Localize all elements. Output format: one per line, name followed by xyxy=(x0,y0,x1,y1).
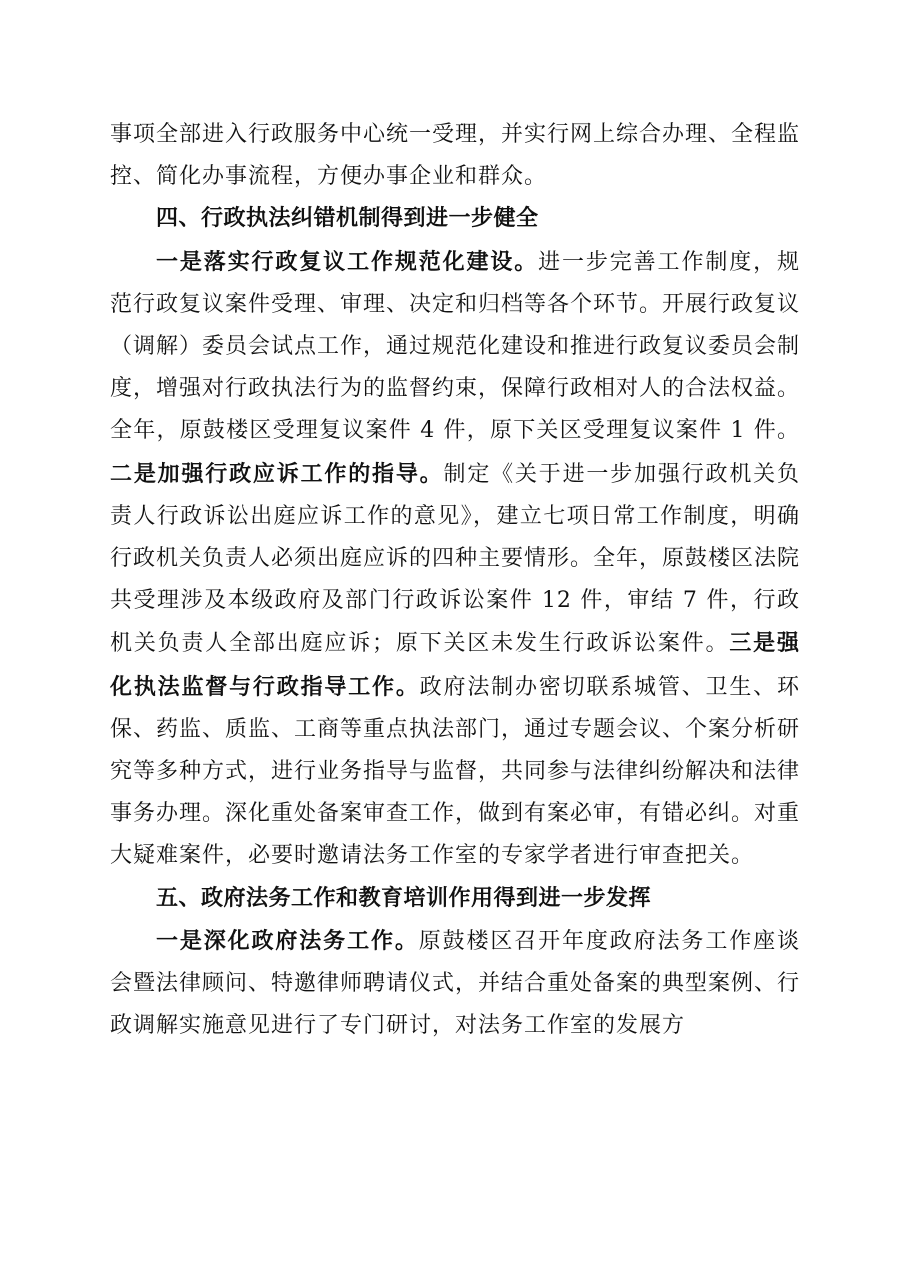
paragraph-service-center: 事项全部进入行政服务中心统一受理，并实行网上综合办理、全程监控、简化办事流程，方便办事企业和群众。 xyxy=(110,122,801,190)
section-heading-5: 五、政府法务工作和教育培训作用得到进一步发挥 xyxy=(156,885,652,911)
lead-review-standardization: 一是落实行政复议工作规范化建设。 xyxy=(156,248,539,275)
paragraph-review-litigation xyxy=(110,241,800,878)
lead-enforcement-supervision: 三是强化执法监督与行政指导工作。 xyxy=(110,630,800,700)
document-body xyxy=(110,114,800,1047)
paragraph-legal-affairs xyxy=(110,920,800,1048)
text-legal-affairs: 原鼓楼区召开年度政府法务工作座谈会暨法律顾问、特邀律师聘请仪式，并结合重处备案的典型案例、行政调解实施意见进行了专门研讨，对法务工作室的发展方 xyxy=(110,928,801,1039)
text-enforcement-supervision: 政府法制办密切联系城管、卫生、环保、药监、质监、工商等重点执法部门，通过专题会议、个案分析研究等多种方式，进行业务指导与监督，共同参与法律纠纷解决和法律事务办理。深化重处备案审查工作，做到有案必审，有错必纠。对重大疑难案件，必要时邀请法务工作室的专家学者进行审查把关。 xyxy=(110,674,801,869)
text-litigation-guidance: 制定《关于进一步加强行政机关负责人行政诉讼出庭应诉工作的意见》，建立七项日常工作制度，明确行政机关负责人必须出庭应诉的四种主要情形。全年，原鼓楼区法院共受理涉及本级政府及部门行政诉讼案件 12 件，审结 7 件，行政机关负责人全部出庭应诉；原下关区未发生行政诉讼案件。 xyxy=(110,461,801,657)
section-heading-4: 四、行政执法纠错机制得到进一步健全 xyxy=(156,206,539,232)
lead-litigation-guidance: 二是加强行政应诉工作的指导。 xyxy=(110,460,444,487)
text-review-standardization: 进一步完善工作制度，规范行政复议案件受理、审理、决定和归档等各个环节。开展行政复议（调解）委员会试点工作，通过规范化建设和推进行政复议委员会制度，增强对行政执法行为的监督约束，保障行政相对人的合法权益。全年，原鼓楼区受理复议案件 4 件，原下关区受理复议案件 1 件。 xyxy=(110,249,801,444)
lead-legal-affairs: 一是深化政府法务工作。 xyxy=(156,927,419,954)
